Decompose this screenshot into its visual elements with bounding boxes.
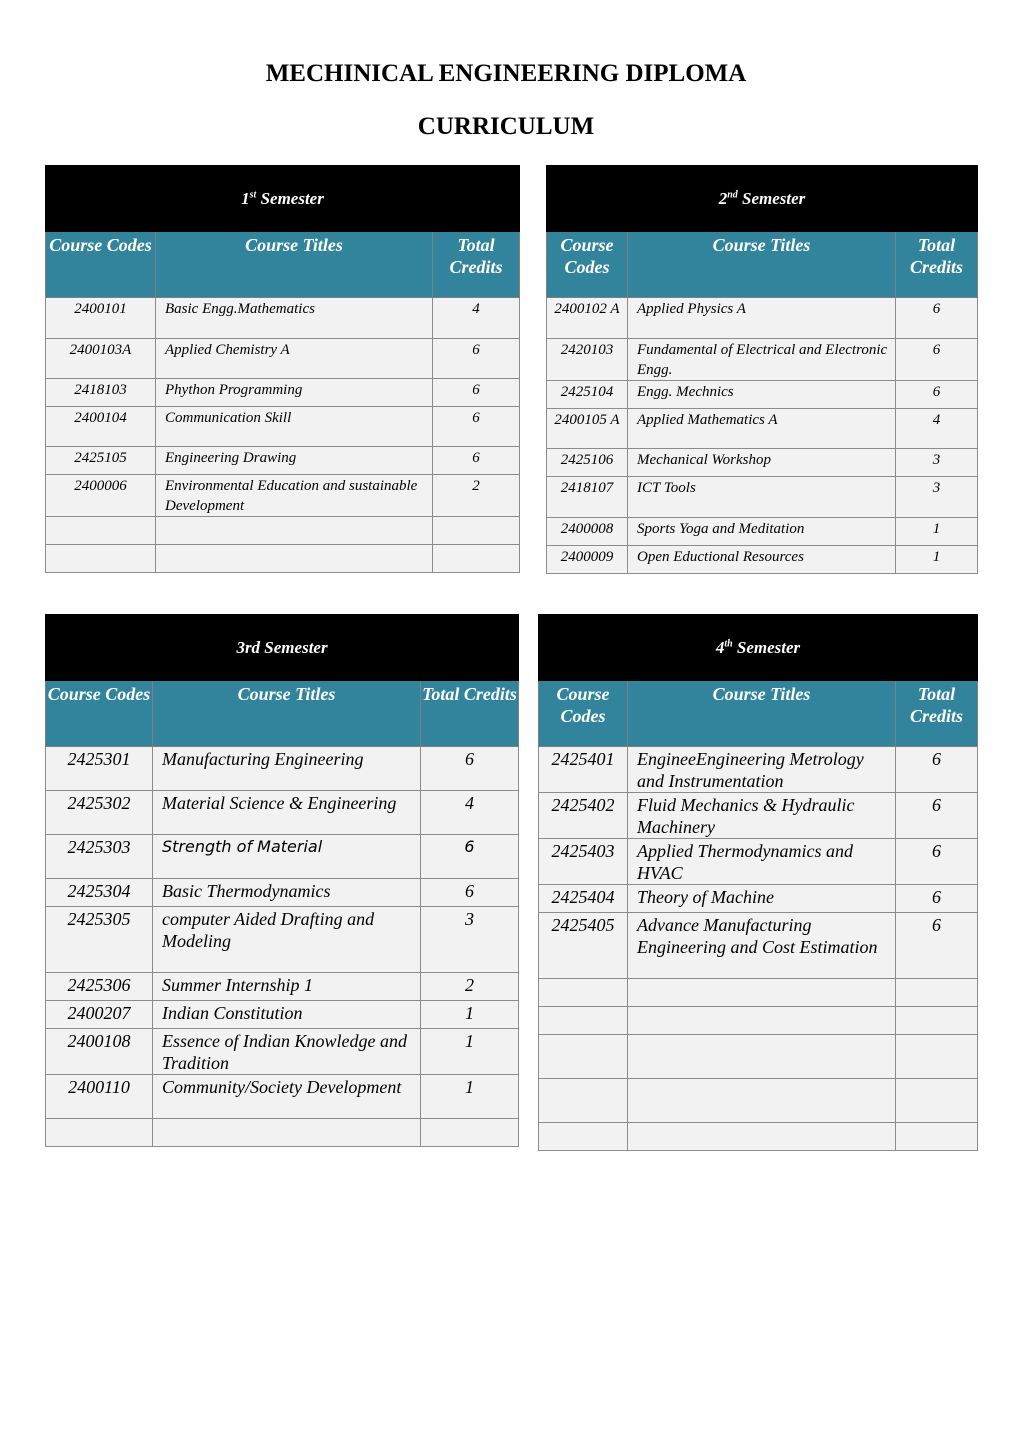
credits-cell: 6 [433, 379, 520, 407]
course-code-cell: 2425304 [46, 879, 153, 907]
course-title-cell: Fluid Mechanics & Hydraulic Machinery [628, 793, 896, 839]
column-header-course-codes: Course Codes [547, 232, 628, 298]
course-code-cell: 2400103A [46, 339, 156, 379]
table-row [547, 298, 978, 339]
course-title-cell: Summer Internship 1 [153, 973, 421, 1001]
table-row [46, 879, 519, 907]
table-row [46, 973, 519, 1001]
column-header-total-credits: Total Credits [896, 681, 978, 747]
credits-cell: 1 [421, 1029, 519, 1075]
table-row [547, 518, 978, 546]
course-code-cell: 2425104 [547, 381, 628, 409]
course-title-cell: Material Science & Engineering [153, 791, 421, 835]
credits-cell: 2 [433, 475, 520, 517]
column-header-course-codes: Course Codes [46, 681, 153, 747]
course-title-cell: Engineering Drawing [156, 447, 433, 475]
table-row [539, 885, 978, 913]
course-code-cell [539, 1035, 628, 1079]
table-row [539, 1007, 978, 1035]
course-code-cell: 2425404 [539, 885, 628, 913]
course-title-cell [628, 1007, 896, 1035]
credits-cell [421, 1119, 519, 1147]
course-code-cell [539, 979, 628, 1007]
column-header-course-codes: Course Codes [539, 681, 628, 747]
semester-2-heading: 2nd Semester [547, 166, 978, 232]
course-code-cell [46, 545, 156, 573]
course-title-cell: Engg. Mechnics [628, 381, 896, 409]
credits-cell: 1 [421, 1075, 519, 1119]
course-code-cell: 2400008 [547, 518, 628, 546]
table-row [547, 449, 978, 477]
table-row [539, 793, 978, 839]
course-code-cell: 2425403 [539, 839, 628, 885]
table-row [547, 339, 978, 381]
table-row [539, 1035, 978, 1079]
course-title-cell [628, 979, 896, 1007]
course-title-cell: Indian Constitution [153, 1001, 421, 1029]
credits-cell: 4 [421, 791, 519, 835]
course-code-cell: 2400105 A [547, 409, 628, 449]
credits-cell: 1 [896, 518, 978, 546]
credits-cell [896, 979, 978, 1007]
table-row [46, 475, 520, 517]
course-title-cell [628, 1079, 896, 1123]
table-row [46, 407, 520, 447]
credits-cell: 6 [433, 447, 520, 475]
column-header-course-titles: Course Titles [628, 681, 896, 747]
course-title-cell: Advance Manufacturing Engineering and Cost Estimation [628, 913, 896, 979]
credits-cell [896, 1035, 978, 1079]
table-row [46, 517, 520, 545]
course-title-cell [153, 1119, 421, 1147]
column-header-total-credits: Total Credits [896, 232, 978, 298]
course-title-cell: Fundamental of Electrical and Electronic Engg. [628, 339, 896, 381]
table-row [547, 546, 978, 574]
course-title-cell: Sports Yoga and Meditation [628, 518, 896, 546]
course-title-cell: Basic Engg.Mathematics [156, 298, 433, 339]
column-header-course-codes: Course Codes [46, 232, 156, 298]
course-title-cell [628, 1035, 896, 1079]
column-header-course-titles: Course Titles [153, 681, 421, 747]
credits-cell: 6 [896, 747, 978, 793]
course-title-cell: EngineeEngineering Metrology and Instrumentation [628, 747, 896, 793]
table-row [46, 339, 520, 379]
credits-cell: 3 [421, 907, 519, 973]
course-title-cell [156, 545, 433, 573]
credits-cell: 6 [421, 879, 519, 907]
credits-cell: 6 [896, 793, 978, 839]
table-row [539, 979, 978, 1007]
course-code-cell: 2400009 [547, 546, 628, 574]
table-row [46, 447, 520, 475]
table-row [46, 1029, 519, 1075]
course-code-cell: 2425106 [547, 449, 628, 477]
course-title-cell: Mechanical Workshop [628, 449, 896, 477]
course-code-cell: 2400101 [46, 298, 156, 339]
course-title-cell: Strength of Material [153, 835, 421, 879]
credits-cell [433, 545, 520, 573]
semester-1-heading: 1st Semester [46, 166, 520, 232]
table-row [46, 379, 520, 407]
course-title-cell: Community/Society Development [153, 1075, 421, 1119]
course-title-cell: Applied Physics A [628, 298, 896, 339]
course-title-cell [628, 1123, 896, 1151]
course-title-cell: Theory of Machine [628, 885, 896, 913]
course-title-cell: computer Aided Drafting and Modeling [153, 907, 421, 973]
credits-cell: 6 [421, 747, 519, 791]
course-code-cell: 2400006 [46, 475, 156, 517]
credits-cell: 3 [896, 449, 978, 477]
credits-cell: 3 [896, 477, 978, 518]
table-row [539, 747, 978, 793]
course-title-cell: Environmental Education and sustainable Development [156, 475, 433, 517]
course-code-cell [539, 1007, 628, 1035]
credits-cell [896, 1123, 978, 1151]
course-code-cell: 2418107 [547, 477, 628, 518]
course-code-cell [539, 1079, 628, 1123]
credits-cell: 6 [433, 407, 520, 447]
course-code-cell: 2425105 [46, 447, 156, 475]
credits-cell: 6 [896, 298, 978, 339]
course-title-cell: Manufacturing Engineering [153, 747, 421, 791]
course-code-cell: 2425306 [46, 973, 153, 1001]
course-title-cell: ICT Tools [628, 477, 896, 518]
credits-cell: 4 [896, 409, 978, 449]
table-row [46, 835, 519, 879]
course-code-cell: 2400104 [46, 407, 156, 447]
column-header-course-titles: Course Titles [156, 232, 433, 298]
credits-cell [896, 1079, 978, 1123]
course-title-cell: Applied Chemistry A [156, 339, 433, 379]
course-code-cell [46, 517, 156, 545]
course-title-cell: Applied Thermodynamics and HVAC [628, 839, 896, 885]
semester-1-table [45, 165, 520, 573]
column-header-total-credits: Total Credits [421, 681, 519, 747]
course-code-cell: 2420103 [547, 339, 628, 381]
course-title-cell: Open Eductional Resources [628, 546, 896, 574]
column-header-total-credits: Total Credits [433, 232, 520, 298]
table-row [547, 409, 978, 449]
course-code-cell: 2425303 [46, 835, 153, 879]
credits-cell: 1 [896, 546, 978, 574]
course-code-cell [539, 1123, 628, 1151]
table-row [539, 913, 978, 979]
credits-cell [896, 1007, 978, 1035]
credits-cell: 6 [896, 885, 978, 913]
course-code-cell: 2425305 [46, 907, 153, 973]
table-row [46, 791, 519, 835]
credits-cell: 1 [421, 1001, 519, 1029]
document-subtitle: CURRICULUM [417, 113, 595, 140]
table-row [547, 477, 978, 518]
credits-cell: 6 [896, 913, 978, 979]
semester-3-heading: 3rd Semester [46, 615, 519, 681]
course-title-cell: Applied Mathematics A [628, 409, 896, 449]
table-row [46, 1075, 519, 1119]
credits-cell: 6 [896, 381, 978, 409]
course-code-cell: 2425401 [539, 747, 628, 793]
column-header-course-titles: Course Titles [628, 232, 896, 298]
course-code-cell: 2400207 [46, 1001, 153, 1029]
credits-cell: 6 [433, 339, 520, 379]
table-row [46, 1119, 519, 1147]
course-title-cell: Essence of Indian Knowledge and Tradition [153, 1029, 421, 1075]
credits-cell: 6 [421, 835, 519, 879]
table-row [46, 747, 519, 791]
semester-3-table [45, 614, 519, 1147]
table-row [539, 839, 978, 885]
table-row [46, 298, 520, 339]
semester-4-heading: 4th Semester [539, 615, 978, 681]
course-code-cell: 2400108 [46, 1029, 153, 1075]
course-title-cell: Phython Programming [156, 379, 433, 407]
course-code-cell: 2400102 A [547, 298, 628, 339]
credits-cell: 6 [896, 839, 978, 885]
course-code-cell: 2400110 [46, 1075, 153, 1119]
course-title-cell: Basic Thermodynamics [153, 879, 421, 907]
document-title: MECHINICAL ENGINEERING DIPLOMA [265, 60, 747, 87]
table-row [539, 1079, 978, 1123]
credits-cell: 2 [421, 973, 519, 1001]
course-code-cell: 2418103 [46, 379, 156, 407]
course-code-cell [46, 1119, 153, 1147]
credits-cell: 6 [896, 339, 978, 381]
course-title-cell [156, 517, 433, 545]
semester-4-table [538, 614, 978, 1151]
table-row [539, 1123, 978, 1151]
table-row [46, 1001, 519, 1029]
course-code-cell: 2425405 [539, 913, 628, 979]
course-code-cell: 2425302 [46, 791, 153, 835]
course-code-cell: 2425402 [539, 793, 628, 839]
course-title-cell: Communication Skill [156, 407, 433, 447]
table-row [46, 545, 520, 573]
table-row [547, 381, 978, 409]
course-code-cell: 2425301 [46, 747, 153, 791]
table-row [46, 907, 519, 973]
credits-cell [433, 517, 520, 545]
semester-2-table [546, 165, 978, 574]
credits-cell: 4 [433, 298, 520, 339]
